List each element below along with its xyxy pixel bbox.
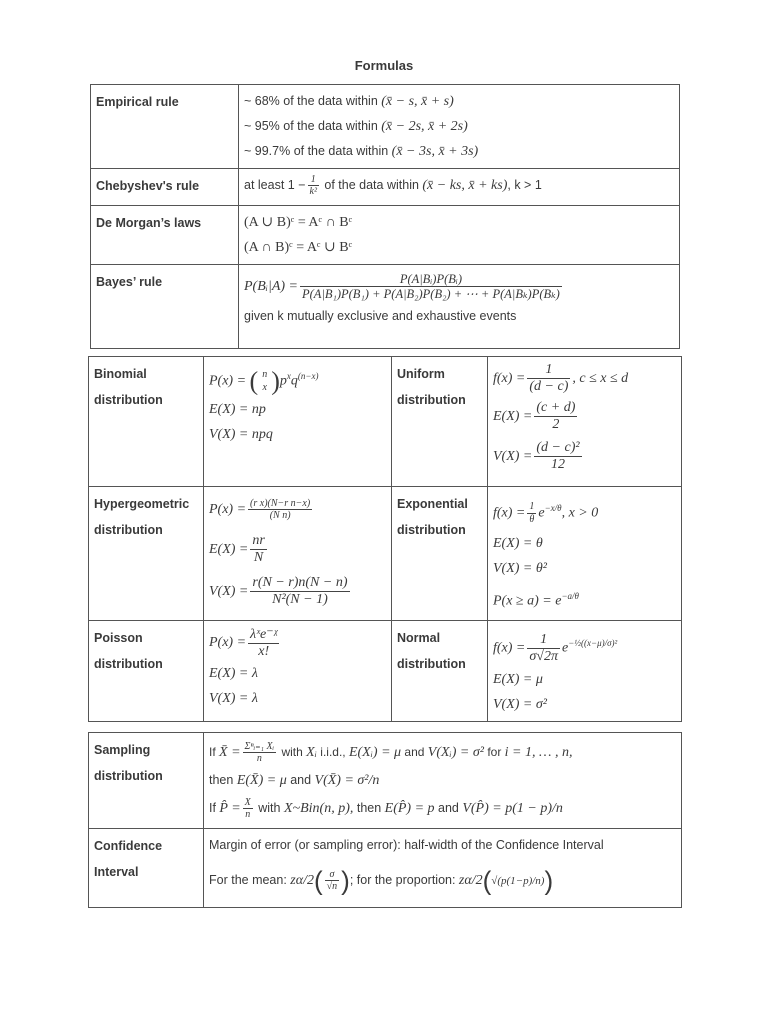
demorgan-law-1: (A ∪ B)ᶜ = Aᶜ ∩ Bᶜ [244,215,353,230]
sampling-label-2: distribution [94,769,163,783]
sampling-mean-xbar: E(X̄) = μ [236,773,287,788]
exponential-pdf-den: θ [529,513,535,525]
confidence-content: Margin of error (or sampling error): half-width of the Confidence Interval For the mean: zα/2( $\frac{\sigma}{√n}$ ); for the proportion: zα/2(√(p(1−p)/n)) [204,829,682,908]
exponential-tail-exp: −a/θ [561,590,579,601]
uniform-formulas [488,357,682,487]
binomial-coeff: n x [262,369,268,394]
exponential-e: e [538,505,545,521]
uniform-mean-frac [534,400,577,433]
ci-prop-text: ; for the proportion: [349,873,459,887]
exponential-tail-lhs: P(x ≥ a) = e [493,593,562,609]
sampling-phat-frac [243,797,253,821]
hypergeometric-pmf-num: (r x)(N−r n−x) [250,497,311,509]
uniform-pdf-lhs: f(x) = [493,371,526,386]
poisson-formulas [204,621,392,722]
normal-pdf-num: 1 [527,632,560,649]
normal-formulas [488,621,682,722]
page-title: Formulas [354,58,414,73]
bayes-lhs: P(Bᵢ|A) = [244,279,298,294]
uniform-pdf-frac [527,362,570,395]
hypergeometric-pmf-den: (N n) [269,510,291,522]
exponential-formulas [488,487,682,621]
ci-mean-den: √n [326,881,338,893]
sampling-phat-lhs: P̂ = [219,801,241,816]
exponential-variance: V(X) = θ² [493,560,547,576]
empirical-68-text: ~ 68% of the data within [244,94,382,108]
sampling-iid: i.i.d., [316,745,349,759]
sampling-xbar-num: Σⁿᵢ₌₁ Xᵢ [244,740,275,752]
poisson-label-1: Poisson [94,631,143,646]
normal-label-1: Normal [397,631,441,646]
binomial-mean: E(X) = np [209,401,266,417]
uniform-pdf-num: 1 [527,362,570,379]
exponential-mean: E(X) = θ [493,535,543,551]
uniform-mean-num: (c + d) [534,400,577,417]
sampling-xi: Xᵢ [306,745,317,760]
hypergeometric-var-den: N²(N − 1) [272,592,328,608]
empirical-rule-content [239,85,680,169]
binomial-label-2: distribution [94,393,163,407]
chebyshev-frac-den: k² [309,186,317,198]
chebyshev-condition: , k > 1 [507,178,542,192]
poisson-label [89,621,204,722]
empirical-68-interval: (x̄ − s, x̄ + s) [381,94,454,109]
sampling-var-phat: V(P̂) = p(1 − p)/n [462,801,563,816]
poisson-label-2: distribution [94,657,163,672]
uniform-mean-lhs: E(X) = [493,409,533,424]
sampling-phat-den: n [245,809,251,821]
demorgan-label: De Morgan’s laws [91,206,239,265]
sampling-table [88,732,682,908]
uniform-var-num: (d − c)² [534,440,581,457]
hypergeometric-var-frac [250,575,349,608]
empirical-rule-row [91,85,680,169]
empirical-rule-label: Empirical rule [91,85,239,169]
chebyshev-row [91,169,680,206]
bayes-fraction [300,272,562,302]
sampling-var-xbar: V(X̄) = σ²/n [314,773,380,788]
bayes-row [91,265,680,349]
sampling-for: for [483,745,505,759]
ci-mean-frac [325,869,340,893]
chebyshev-mid: of the data within [320,178,423,192]
confidence-label-2: Interval [94,865,139,879]
poisson-variance: V(X) = λ [209,691,258,707]
normal-mean: E(X) = μ [493,671,543,687]
confidence-row [89,829,682,908]
ci-mean-text: For the mean: [209,873,291,887]
hypergeometric-formulas [204,487,392,621]
hypergeometric-label-2: distribution [94,523,163,537]
confidence-label-1: Confidence [94,839,163,853]
distribution-row-2 [89,487,682,621]
hypergeometric-mean-den: N [253,550,264,566]
poisson-pmf-frac [248,627,279,660]
sampling-content [204,733,682,829]
exponential-range: , x > 0 [561,505,599,521]
poisson-mean: E(X) = λ [209,666,258,682]
sampling-xbar-den: n [256,753,262,765]
bayes-label: Bayes’ rule [91,265,239,349]
normal-pdf-lhs: f(x) = [493,640,526,656]
normal-pdf-den: σ√2π [529,649,558,665]
uniform-range: , c ≤ x ≤ d [572,371,629,386]
sampling-then-2: then [353,801,385,815]
hypergeometric-mean-num: nr [250,533,266,550]
sampling-xbar-frac [243,741,277,765]
demorgan-content [239,206,680,265]
normal-label [392,621,488,722]
normal-e: e [561,640,569,656]
sampling-mean-phat: E(P̂) = p [384,801,435,816]
ci-mean-num: σ [325,869,340,882]
sampling-binomial: X~Bin(n, p), [283,801,354,816]
binomial-p: p [279,373,287,389]
uniform-label [392,357,488,487]
normal-pdf-frac [527,632,560,665]
ci-prop-z: zα/2 [458,873,483,888]
hypergeometric-mean-frac [250,533,266,566]
exponential-exp: −x/θ [544,503,562,513]
exponential-pdf-num: 1 [529,501,535,513]
sampling-index: i = 1, … , n, [504,745,573,760]
poisson-pmf-lhs: P(x) = [209,635,247,651]
uniform-var-lhs: V(X) = [493,449,533,464]
uniform-pdf-den: (d − c) [529,379,569,395]
binomial-p-exp: x [286,371,291,381]
chebyshev-fraction [308,174,319,198]
uniform-var-frac [534,440,581,473]
exponential-pdf-lhs: f(x) = [493,505,526,521]
sampling-and-3: and [434,801,463,815]
chebyshev-content [239,169,680,206]
sampling-label-1: Sampling [94,743,151,757]
sampling-mean-xi: E(Xᵢ) = μ [348,745,402,760]
hypergeometric-label [89,487,204,621]
poisson-pmf-den: x! [258,643,270,659]
margin-of-error-text: Margin of error (or sampling error): half-width of the Confidence Interval [209,838,604,852]
binomial-label-1: Binomial [94,367,147,381]
chebyshev-prefix: at least 1 − [244,178,306,192]
normal-variance: V(X) = σ² [493,696,547,712]
empirical-95-interval: (x̄ − 2s, x̄ + 2s) [381,119,468,134]
empirical-95-text: ~ 95% of the data within [244,119,382,133]
ci-prop-sqrt: √(p(1−p)/n) [491,875,545,887]
uniform-label-1: Uniform [397,367,445,381]
sampling-if: If [209,745,220,759]
binomial-formulas: P(x) = ( n x )$p^xq^{(n-x)}$ E(X) = np V(X) = npq [204,357,392,487]
ci-mean-z: zα/2 [290,873,314,888]
demorgan-law-2: (A ∩ B)ᶜ = Aᶜ ∪ Bᶜ [244,240,353,255]
chebyshev-interval: (x̄ − ks, x̄ + ks) [422,178,508,193]
bayes-content [239,265,680,349]
distributions-table [88,356,682,722]
chebyshev-label: Chebyshev's rule [91,169,239,206]
sampling-label [89,733,204,829]
bayes-note: given k mutually exclusive and exhaustive events [244,309,517,323]
hypergeometric-mean-lhs: E(X) = [209,542,249,557]
poisson-pmf-num: λˣe⁻ᵡ [248,627,279,644]
sampling-and-2: and [286,773,315,787]
sampling-and: and [401,745,428,759]
distribution-row-3 [89,621,682,722]
demorgan-row [91,206,680,265]
hypergeometric-var-num: r(N − r)n(N − n) [250,575,349,592]
exponential-label-1: Exponential [397,497,468,511]
uniform-var-den: 12 [550,457,565,473]
hypergeometric-label-1: Hypergeometric [94,497,190,511]
binomial-label [89,357,204,487]
uniform-label-2: distribution [397,393,466,407]
sampling-then: then [209,773,237,787]
sampling-row [89,733,682,829]
bayes-denominator: P(A|B₁)P(B₁) + P(A|B₂)P(B₂) + ⋯ + P(A|Bₖ)P(Bₖ) [302,287,560,302]
binomial-variance: V(X) = npq [209,426,273,442]
hypergeometric-pmf-frac [248,498,312,522]
sampling-with: with [278,745,307,759]
sampling-var-xi: V(Xᵢ) = σ² [427,745,484,760]
sampling-if-2: If [209,801,220,815]
hypergeometric-pmf-lhs: P(x) = [209,502,247,517]
binomial-q-exp: (n−x) [297,371,319,381]
binomial-q: q [290,373,298,389]
exponential-pdf-frac [527,501,536,525]
sampling-with-2: with [254,801,284,815]
confidence-label [89,829,204,908]
binomial-pmf-lhs: P(x) = [209,373,250,389]
uniform-mean-den: 2 [552,417,560,433]
hypergeometric-var-lhs: V(X) = [209,584,249,599]
distribution-row-1 [89,357,682,487]
empirical-997-interval: (x̄ − 3s, x̄ + 3s) [391,144,479,159]
sampling-phat-num: X [244,796,251,808]
normal-exp: −½((x−μ)/σ)² [568,638,618,649]
summary-rules-table [90,84,680,349]
normal-label-2: distribution [397,657,466,672]
empirical-997-text: ~ 99.7% of the data within [244,144,392,158]
exponential-label [392,487,488,621]
bayes-numerator: P(A|Bᵢ)P(Bᵢ) [300,272,562,287]
chebyshev-frac-num: 1 [308,174,319,187]
sampling-xbar-lhs: X̄ = [219,745,241,760]
exponential-label-2: distribution [397,523,466,537]
